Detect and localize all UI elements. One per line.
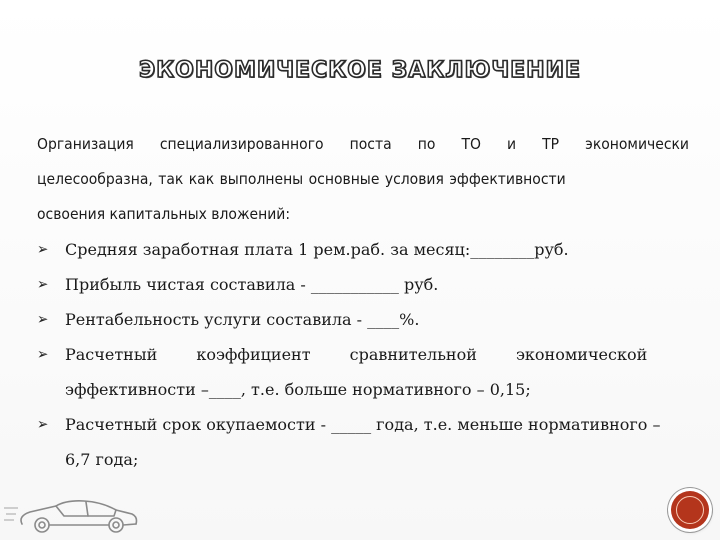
arrowhead-bullet-icon: ➢: [37, 275, 49, 293]
bullet-item-profit: [37, 267, 689, 302]
intro-line-2: целесообразна, так как выполнены основные условия эффективности: [37, 170, 566, 188]
bullet-item-efficiency: [37, 337, 689, 407]
bullet-item-profitability: [37, 302, 689, 337]
arrowhead-bullet-icon: ➢: [37, 310, 49, 328]
bullet-text-first-line: Расчетный коэффициент сравнительной экономической: [65, 345, 648, 364]
bullet-text-second-line: 6,7 года;: [65, 450, 139, 469]
round-red-button[interactable]: [671, 491, 709, 529]
bullet-text: Прибыль чистая составила - ___________ руб.: [65, 275, 439, 294]
slide-body: [37, 127, 689, 477]
car-sketch-icon: [4, 494, 144, 536]
arrowhead-bullet-icon: ➢: [37, 415, 49, 433]
intro-paragraph: [37, 127, 689, 232]
bullet-text-second-line: эффективности –____, т.е. больше нормативного – 0,15;: [65, 380, 531, 399]
intro-line-1: [37, 127, 689, 162]
intro-line-3: освоения капитальных вложений:: [37, 205, 291, 223]
bullet-text: Рентабельность услуги составила - ____%.: [65, 310, 420, 329]
slide-title: ЭКОНОМИЧЕСКОЕ ЗАКЛЮЧЕНИЕ: [139, 58, 581, 83]
bullet-text-first-line: Расчетный срок окупаемости - _____ года, т.е. меньше нормативного –: [65, 415, 661, 434]
bullet-item-payback: [37, 407, 689, 477]
intro-line-1-text: Организация специализированного поста по ТО и ТР экономически: [37, 135, 689, 153]
arrowhead-bullet-icon: ➢: [37, 240, 49, 258]
bullet-item-salary: [37, 232, 689, 267]
arrowhead-bullet-icon: ➢: [37, 345, 49, 363]
bullet-text: Средняя заработная плата 1 рем.раб. за месяц:________руб.: [65, 240, 569, 259]
